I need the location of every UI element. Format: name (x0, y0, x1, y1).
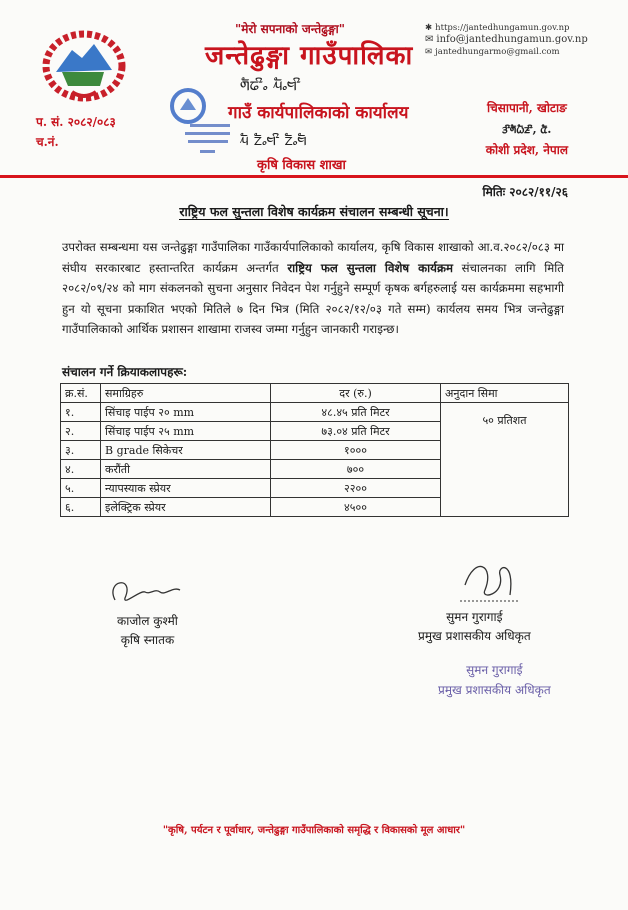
table-header-row (61, 384, 569, 403)
activities-table (60, 383, 569, 517)
office-name-limbu: ᤘᤠ ᤁᤠᤱᤗᤡ ᤁᤠᤱᤗᤠ (240, 130, 307, 150)
mail-icon: ✉ (425, 34, 434, 45)
cell-rate: २२०० (271, 479, 441, 498)
signatory-right: सुमन गुरागाई प्रमुख प्रशासकीय अधिकृत (418, 610, 531, 643)
cell-material: इलेक्ट्रिक स्प्रेयर (101, 498, 271, 517)
website-link[interactable]: https://jantedhungamun.gov.np (435, 23, 570, 33)
table-row (61, 403, 569, 422)
header-sn: क्र.सं. (61, 384, 101, 403)
dispatch-number: च.नं. (36, 135, 59, 149)
notice-date: मितिः २०८२/११/२६ (482, 185, 568, 199)
branch-name: कृषि विकास शाखा (257, 158, 346, 173)
notice-body: उपरोक्त सम्बन्धमा यस जन्तेढुङ्गा गाउँपालिका गाउँकार्यपालिकाको कार्यालय, कृषि विकास शाखाको आ.व.२०८२/०८३ मा संघीय सरकारबाट हस्तान्तरित कार्यक्रम अन्तर्गत राष्ट्रिय फल सुन्तला विशेष कार्यक्रम संचालनका लागि मिति २०८२/०९/२४ को माग संकलनको सुचना अनुसार निवेदन पेश गर्नुहुने सम्पूर्ण कृषक बर्गहरुलाई यस कार्यक्रममा सहभागी हुन यो सूचना प्रकाशित भएको मितिले ७ दिन भित्र (मिति २०८२/१२/०३ गते सम्म) कार्यलय समय भित्र जन्तेढुङ्गा गाउँपालिकाको आर्थिक प्रशासन शाखामा राजस्व जम्मा गर्नुहुन जानकारी गराइन्छ। (62, 240, 564, 336)
nepal-emblem-logo (42, 30, 126, 102)
cell-rate: ४५०० (271, 498, 441, 517)
municipality-name: जन्तेढुङ्गा गाउँपालिका (205, 41, 414, 71)
header-materials: समाग्रिहरु (101, 384, 271, 403)
globe-icon: ✱ (425, 23, 433, 33)
footer-motto: "कृषि, पर्यटन र पूर्वाधार, जन्तेढुङ्गा गाउँपालिकाको समृद्धि र विकासको मूल आधार" (162, 825, 466, 836)
cell-sn: २. (61, 422, 101, 441)
cell-sn: ३. (61, 441, 101, 460)
contact-info (425, 22, 591, 58)
header-divider (0, 175, 628, 178)
address-line: चिसापानी, खोटाङ (487, 101, 567, 115)
email-link-gmail[interactable]: jantedhungarmo@gmail.com (435, 47, 560, 57)
address-block (486, 98, 568, 161)
cell-rate: ७०० (271, 460, 441, 479)
cell-material: B grade सिकेचर (101, 441, 271, 460)
cell-sn: ५. (61, 479, 101, 498)
cell-rate: ७३.०४ प्रति मिटर (271, 422, 441, 441)
cell-rate: ४८.४५ प्रति मिटर (271, 403, 441, 422)
reference-number: प. सं. २०८२/०८३ (36, 115, 116, 129)
cell-material: सिंचाइ पाईप २० mm (101, 403, 271, 422)
slogan: "मेरो सपनाको जन्तेढुङ्गा" (235, 22, 345, 36)
address-line: कोशी प्रदेश, नेपाल (485, 143, 568, 157)
notice-title: राष्ट्रिय फल सुन्तला विशेष कार्यक्रम संचालन सम्बन्धी सूचना। (179, 204, 449, 219)
name-stamp: सुमन गुरागाई प्रमुख प्रशासकीय अधिकृत (438, 663, 551, 697)
cell-sn: १. (61, 403, 101, 422)
header-rate: दर (रु.) (271, 384, 441, 403)
cell-sn: ६. (61, 498, 101, 517)
activities-heading: संचालन गर्ने क्रियाकलापहरू: (62, 365, 188, 379)
cell-subsidy: ५० प्रतिशत (441, 403, 569, 517)
municipality-name-limbu: ᤛᤠᤒᤡᤱ ᤘᤠᤱᤗᤡ (240, 74, 301, 95)
signature-left (95, 570, 195, 612)
signatory-left: काजोल कुश्मी कृषि स्नातक (117, 614, 178, 647)
cell-material: सिंचाइ पाईप २५ mm (101, 422, 271, 441)
reference-block (36, 112, 116, 152)
signature-right (455, 555, 525, 605)
cell-material: न्यापस्याक स्प्रेयर (101, 479, 271, 498)
cell-material: करौंती (101, 460, 271, 479)
cell-rate: १००० (271, 441, 441, 460)
mail-icon: ✉ (425, 47, 433, 57)
header-subsidy: अनुदान सिमा (441, 384, 569, 403)
cell-sn: ४. (61, 460, 101, 479)
address-line-limbu: ᤋᤡᤛᤠᤐᤠᤏᤡ, ᤂᤠ. (502, 122, 552, 136)
email-link[interactable]: info@jantedhungamun.gov.np (436, 34, 588, 45)
office-name: गाउँ कार्यपालिकाको कार्यालय (228, 103, 409, 123)
office-stamp (160, 80, 245, 162)
